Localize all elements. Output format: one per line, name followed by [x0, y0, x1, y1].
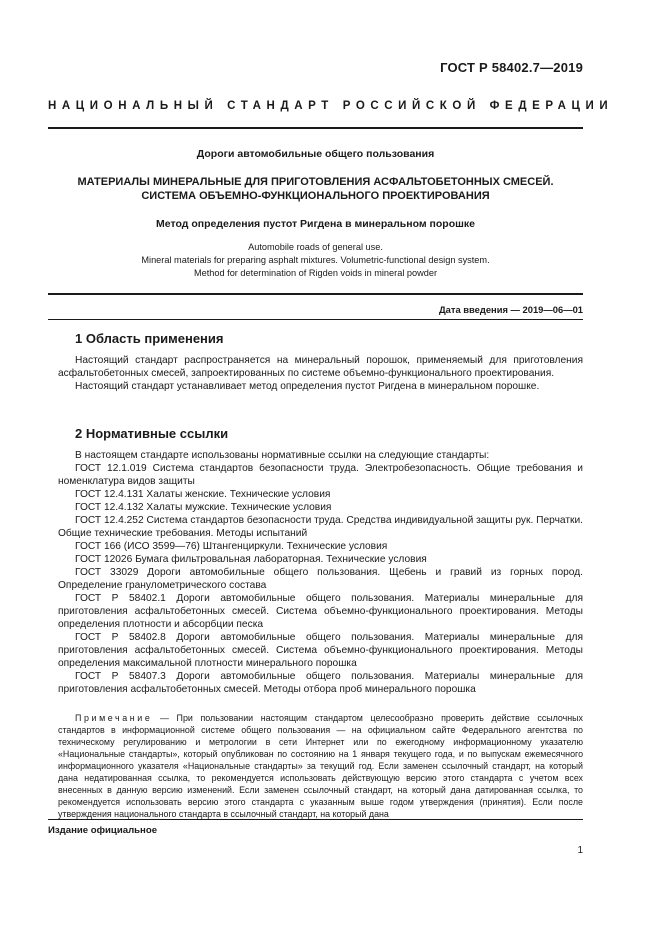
divider	[48, 293, 583, 295]
title-line: СИСТЕМА ОБЪЕМНО-ФУНКЦИОНАЛЬНОГО ПРОЕКТИРОВАНИЯ	[141, 190, 490, 202]
introduction-date: Дата введения — 2019—06—01	[438, 304, 583, 315]
document-category: Дороги автомобильные общего пользования	[196, 148, 435, 160]
reference-item: ГОСТ 166 (ИСО 3599—76) Штангенциркули. Технические условия	[75, 541, 388, 552]
english-title	[48, 241, 583, 281]
title-line: МАТЕРИАЛЫ МИНЕРАЛЬНЫЕ ДЛЯ ПРИГОТОВЛЕНИЯ АСФАЛЬТОБЕТОННЫХ СМЕСЕЙ.	[77, 176, 554, 188]
document-subtitle: Метод определения пустот Ригдена в минеральном порошке	[156, 218, 475, 230]
reference-item: ГОСТ 12.1.019 Система стандартов безопасности труда. Электробезопасность. Общие требования и номенклатура видов защиты	[58, 463, 583, 487]
section-heading: 1 Область применения	[75, 331, 224, 346]
reference-item: ГОСТ Р 58402.8 Дороги автомобильные общего пользования. Материалы минеральные для приготовления асфальтобетонных смесей. Система объемно-функционального проектирования. Методы определения максимальной плотности минерального порошка	[58, 632, 583, 669]
section-body	[58, 449, 583, 696]
page-number: 1	[577, 845, 583, 856]
note-text: — При пользовании настоящим стандартом целесообразно проверить действие ссылочных стандартов в информационной системе общего пользования — на официальном сайте Федерального агентства по техническому регулированию и метрологии в сети Интернет или по ежегодному информационному указателю «Национальные стандарты», который опубликован по состоянию на 1 января текущего года, и по выпускам ежемесячного информационного указателя «Национальные стандарты» за текущий год. Если заменен ссылочный стандарт, на который дана недатированная ссылка, то рекомендуется использовать действующую версию этого стандарта с учетом всех внесенных в данную версию изменений. Если заменен ссылочный стандарт, на который дана датированная ссылка, то рекомендуется использовать версию этого стандарта с указанным выше годом утверждения (принятия). Если после утверждения национального стандарта в ссылочный стандарт, на который дана	[58, 713, 583, 819]
paragraph: Настоящий стандарт распространяется на минеральный порошок, применяемый для приготовления асфальтобетонных смесей, запроектированных по системе объемно-функционального проектирования.	[58, 355, 583, 379]
reference-item: ГОСТ Р 58402.1 Дороги автомобильные общего пользования. Материалы минеральные для приготовления асфальтобетонных смесей. Система объемно-функционального проектирования. Методы определения плотности и абсорбции песка	[58, 593, 583, 630]
reference-item: ГОСТ 33029 Дороги автомобильные общего пользования. Щебень и гравий из горных пород. Определение гранулометрического состава	[58, 567, 583, 591]
document-title	[48, 175, 583, 203]
english-title-line: Mineral materials for preparing asphalt mixtures. Volumetric-functional design system.	[141, 255, 490, 266]
note-label: Примечание	[75, 713, 153, 723]
note-paragraph	[58, 712, 583, 820]
standard-id: ГОСТ Р 58402.7—2019	[440, 60, 583, 75]
reference-item: ГОСТ 12.4.252 Система стандартов безопасности труда. Средства индивидуальной защиты рук. Перчатки. Общие технические требования. Методы испытаний	[58, 515, 583, 539]
paragraph: Настоящий стандарт устанавливает метод определения пустот Ригдена в минеральном порошке.	[75, 381, 540, 392]
divider	[48, 819, 583, 820]
divider	[48, 319, 583, 320]
reference-item: ГОСТ 12.4.131 Халаты женские. Технические условия	[75, 489, 331, 500]
section-heading: 2 Нормативные ссылки	[75, 426, 229, 441]
paragraph: В настоящем стандарте использованы нормативные ссылки на следующие стандарты:	[75, 450, 490, 461]
reference-item: ГОСТ 12026 Бумага фильтровальная лабораторная. Технические условия	[75, 554, 427, 565]
reference-item: ГОСТ 12.4.132 Халаты мужские. Технические условия	[75, 502, 332, 513]
national-standard-banner: НАЦИОНАЛЬНЫЙ СТАНДАРТ РОССИЙСКОЙ ФЕДЕРАЦИИ	[48, 100, 614, 112]
note	[58, 712, 583, 820]
reference-item: ГОСТ Р 58407.3 Дороги автомобильные общего пользования. Материалы минеральные для приготовления асфальтобетонных смесей. Методы отбора проб минерального порошка	[58, 671, 583, 695]
divider	[48, 127, 583, 129]
section-body	[58, 354, 583, 393]
edition-label: Издание официальное	[48, 825, 158, 836]
english-title-line: Method for determination of Rigden voids in mineral powder	[193, 268, 438, 279]
english-title-line: Automobile roads of general use.	[248, 242, 383, 252]
